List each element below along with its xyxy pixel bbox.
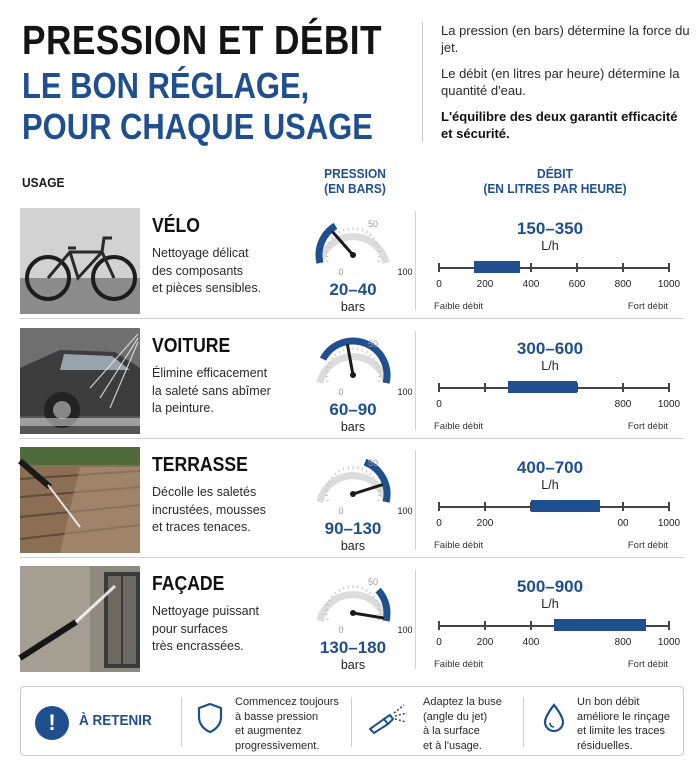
gauge-tick: [339, 589, 341, 592]
debit-scale: [434, 609, 681, 670]
gauge-tick: [339, 351, 341, 354]
usage-photo: [20, 447, 140, 553]
debit-range-bar: [508, 381, 577, 393]
usage-row: [20, 563, 684, 675]
header: [22, 18, 422, 146]
debit-scale-tick-label: 200: [476, 279, 494, 290]
debit-range: 150–350: [516, 219, 584, 238]
gauge-track: [320, 476, 386, 502]
debit-range: 400–700: [516, 458, 584, 477]
gauge-tick: [334, 473, 336, 475]
gauge-min-label: 0: [338, 387, 344, 397]
debit-scale-tick-label: 400: [522, 637, 540, 648]
debit-scale-tick: [484, 621, 486, 630]
tip-pression-line: Commencez toujours: [235, 696, 339, 708]
usage-description-line: Décolle les saletés: [152, 485, 257, 499]
gauge-tick: [331, 477, 333, 479]
tip-pression-line: progressivement.: [235, 739, 320, 752]
debit-scale-tick: [668, 621, 670, 630]
terrace-photo: [20, 447, 140, 553]
debit-scale-tick-label: 0: [436, 637, 442, 648]
gauge-tick: [357, 585, 358, 588]
debit-scale-tick: [668, 502, 670, 511]
gauge-tick: [377, 619, 380, 620]
gauge-mid-label: 50: [367, 339, 379, 349]
footer-divider: [523, 697, 524, 747]
debit-range: 300–600: [516, 339, 584, 358]
column-header-pression-line-2: (EN BARS): [324, 181, 386, 196]
debit-unit: L/h: [541, 359, 559, 373]
debit-range-bar: [531, 500, 600, 512]
intro-equilibre: L'équilibre des deux garantit efficacité et sécurité.: [441, 109, 678, 141]
debit-scale-tick: [484, 502, 486, 511]
gauge-tick: [331, 596, 333, 598]
gauge-tick: [373, 238, 375, 240]
water-drop-icon: [539, 701, 569, 735]
gauge-hub: [350, 372, 356, 378]
row-divider: [20, 438, 684, 439]
debit-scale-tick: [622, 502, 624, 511]
gauge-tick: [370, 592, 372, 594]
gauge-tick: [357, 466, 358, 469]
gauge-tick: [339, 470, 341, 473]
intro-debit: Le débit (en litres par heure) détermine la quantité d'eau.: [441, 66, 680, 98]
debit-scale-max-label: Fort débit: [627, 540, 668, 551]
usage-name: TERRASSE: [152, 454, 248, 476]
debit-scale: [434, 490, 681, 551]
usage-description-line: très encrassées.: [152, 639, 244, 653]
usage-name: VOITURE: [152, 335, 231, 357]
gauge-tick: [366, 231, 368, 234]
column-header-debit-line-1: DÉBIT: [537, 166, 573, 181]
pressure-range: 60–90: [329, 400, 377, 419]
gauge-hub: [350, 491, 356, 497]
usage-description: [152, 484, 292, 537]
debit-scale-axis: [438, 267, 668, 269]
usage-description-line: incrustées, mousses: [152, 502, 266, 517]
gauge-hub: [350, 252, 356, 258]
row-divider: [20, 557, 684, 558]
usage-description: [152, 365, 292, 418]
tip-pression: [235, 695, 345, 753]
gauge-mid-label: 50: [367, 458, 379, 468]
exclamation-icon: !: [35, 706, 69, 740]
page-subtitle-line-2: POUR CHAQUE USAGE: [22, 106, 373, 147]
tip-debit-line: résiduelles.: [577, 739, 633, 752]
header-divider: [422, 22, 423, 142]
column-header-debit-line-2: (EN LITRES PAR HEURE): [483, 181, 627, 196]
gauge-tick: [326, 500, 329, 501]
debit-scale-tick-label: 0: [436, 399, 442, 410]
tip-debit: [577, 695, 687, 753]
gauge-tick: [334, 354, 336, 356]
gauge-tick: [326, 381, 329, 382]
debit-scale-min-label: Faible débit: [434, 421, 484, 432]
gauge-tick: [348, 227, 349, 230]
usage-description: [152, 245, 292, 298]
usage-photo: [20, 328, 140, 434]
gauge-tick: [331, 238, 333, 240]
gauge-min-label: 0: [338, 625, 344, 635]
pressure-gauge: [307, 207, 413, 277]
pressure-range: 20–40: [329, 280, 377, 299]
usage-description-line: Nettoyage délicat: [152, 246, 249, 260]
pressure-gauge: [307, 565, 413, 635]
debit-scale-tick: [438, 263, 440, 272]
debit-scale-tick-label: 800: [614, 279, 632, 290]
tip-buse-line: à la surface: [423, 725, 480, 737]
gauge-tick: [357, 227, 358, 230]
gauge-tick: [362, 349, 363, 352]
debit-scale-tick: [438, 383, 440, 392]
debit-scale-tick-label: 800: [614, 637, 632, 648]
gauge-tick: [326, 619, 329, 620]
page-title: PRESSION ET DÉBIT: [22, 17, 382, 63]
tip-pression-line: à basse pression: [235, 710, 319, 723]
usage-row: [20, 444, 684, 556]
gauge-tick: [370, 354, 372, 356]
debit-scale-min-label: Faible débit: [434, 301, 484, 312]
debit-scale-min-label: Faible débit: [434, 540, 484, 551]
debit-unit: L/h: [541, 239, 559, 253]
intro-pression: La pression (en bars) détermine la force du jet.: [441, 23, 690, 55]
gauge-min-label: 0: [338, 267, 344, 277]
debit-scale-tick-label: 1000: [657, 279, 681, 290]
gauge-max-label: 100: [397, 387, 413, 397]
debit-scale-tick-label: 800: [614, 399, 632, 410]
column-header-pression-line-1: PRESSION: [324, 166, 386, 181]
debit-scale-tick: [622, 263, 624, 272]
usage-name: VÉLO: [152, 215, 200, 237]
gauge-tick: [348, 466, 349, 469]
column-header-debit: [477, 166, 633, 196]
gauge-max-label: 100: [397, 506, 413, 516]
debit-scale-tick-label: 200: [476, 637, 494, 648]
gauge-min-label: 0: [338, 506, 344, 516]
gauge-tick: [373, 358, 375, 360]
usage-photo: [20, 566, 140, 672]
usage-description-line: et pièces sensibles.: [152, 281, 262, 295]
gauge-mid-label: 50: [367, 219, 379, 229]
gauge-tick: [331, 358, 333, 360]
gauge-tick: [366, 351, 368, 354]
gauge-tick: [370, 234, 372, 236]
debit-scale-tick: [668, 263, 670, 272]
gauge-max-label: 100: [397, 625, 413, 635]
tip-buse-line: (angle du jet): [423, 710, 488, 723]
debit-scale-tick: [438, 621, 440, 630]
debit-unit: L/h: [541, 597, 559, 611]
debit-scale-tick: [530, 621, 532, 630]
footer-title: À RETENIR: [79, 712, 152, 729]
tip-debit-line: et limite les traces: [577, 725, 666, 737]
debit-unit: L/h: [541, 478, 559, 492]
debit-range-bar: [554, 619, 646, 631]
gauge-hub: [350, 610, 356, 616]
debit-range-bar: [474, 261, 520, 273]
gauge-tick: [366, 589, 368, 592]
usage-photo: [20, 208, 140, 314]
gauge-track: [320, 237, 386, 263]
tip-debit-line: améliore le rinçage: [577, 710, 670, 723]
gauge-tick: [343, 587, 344, 590]
gauge-needle: [353, 613, 383, 618]
gauge-mid-label: 50: [367, 577, 379, 587]
debit-scale: [434, 371, 681, 432]
debit-scale-tick-label: 0: [436, 518, 442, 529]
bike-photo: [20, 208, 140, 314]
gauge-tick: [377, 381, 380, 382]
debit-scale-tick-label: 1000: [657, 637, 681, 648]
row-divider: [20, 318, 684, 319]
footer-tips: [20, 686, 684, 756]
spray-nozzle-icon: [366, 701, 410, 735]
debit-scale-tick: [530, 263, 532, 272]
debit-scale-tick-label: 0: [436, 279, 442, 290]
debit-scale-tick-label: 1000: [657, 399, 681, 410]
gauge-tick: [362, 587, 363, 590]
debit-scale-min-label: Faible débit: [434, 659, 484, 670]
usage-description-line: la peinture.: [152, 401, 214, 415]
intro-text: [441, 22, 691, 151]
debit-scale-max-label: Fort débit: [627, 421, 668, 432]
pressure-unit: bars: [340, 420, 366, 434]
debit-scale-tick-label: 200: [476, 518, 494, 529]
pressure-unit: bars: [340, 300, 366, 314]
column-divider: [415, 331, 416, 431]
gauge-tick: [357, 347, 358, 350]
tip-debit-line: Un bon débit: [577, 696, 640, 708]
usage-name: FAÇADE: [152, 573, 225, 595]
footer-divider: [351, 697, 352, 747]
gauge-tick: [362, 468, 363, 471]
debit-range: 500–900: [516, 577, 584, 596]
pressure-unit: bars: [340, 658, 366, 672]
column-divider: [415, 569, 416, 669]
tip-buse-line: Adaptez la buse: [423, 696, 502, 708]
column-divider: [415, 211, 416, 311]
tip-pression-line: et augmentez: [235, 725, 302, 737]
gauge-tick: [343, 468, 344, 471]
debit-scale-tick-label: 600: [568, 279, 586, 290]
usage-description: [152, 603, 292, 656]
gauge-tick: [377, 261, 380, 262]
pressure-gauge: [307, 327, 413, 397]
tip-buse: [423, 695, 533, 753]
gauge-tick: [366, 470, 368, 473]
usage-description-line: Nettoyage puissant: [152, 604, 260, 618]
debit-scale-tick-label: 00: [617, 518, 629, 529]
column-header-pression: [314, 166, 397, 196]
gauge-tick: [373, 596, 375, 598]
usage-row: [20, 205, 684, 317]
usage-description-line: et traces tenaces.: [152, 520, 251, 534]
debit-scale-tick: [484, 383, 486, 392]
page-subtitle-line-1: LE BON RÉGLAGE,: [22, 65, 310, 106]
usage-description-line: Élimine efficacement: [152, 366, 268, 380]
gauge-max-label: 100: [397, 267, 413, 277]
gauge-tick: [370, 473, 372, 475]
debit-scale-tick-label: 1000: [657, 518, 681, 529]
facade-photo: [20, 566, 140, 672]
pressure-range: 130–180: [319, 638, 387, 657]
pressure-unit: bars: [340, 539, 366, 553]
gauge-tick: [348, 585, 349, 588]
gauge-tick: [362, 229, 363, 232]
debit-scale-tick: [576, 263, 578, 272]
column-header-usage: USAGE: [22, 175, 65, 190]
gauge-tick: [339, 231, 341, 234]
usage-row: [20, 325, 684, 437]
gauge-tick: [326, 261, 329, 262]
usage-description-line: la saleté sans abîmer: [152, 383, 271, 398]
debit-scale-max-label: Fort débit: [627, 301, 668, 312]
shield-icon: [195, 701, 225, 735]
car-photo: [20, 328, 140, 434]
debit-scale-tick: [668, 383, 670, 392]
pressure-range: 90–130: [324, 519, 382, 538]
gauge-tick: [373, 477, 375, 479]
gauge-tick: [377, 500, 380, 501]
tip-buse-line: et à l'usage.: [423, 739, 482, 752]
usage-description-line: pour surfaces: [152, 621, 228, 636]
gauge-tick: [334, 592, 336, 594]
debit-scale: [434, 251, 681, 312]
debit-scale-tick-label: 400: [522, 279, 540, 290]
debit-scale-max-label: Fort débit: [627, 659, 668, 670]
gauge-tick: [343, 349, 344, 352]
footer-divider: [181, 697, 182, 747]
column-divider: [415, 450, 416, 550]
debit-scale-tick: [622, 383, 624, 392]
pressure-gauge: [307, 446, 413, 516]
debit-scale-tick: [438, 502, 440, 511]
usage-description-line: des composants: [152, 263, 244, 278]
gauge-tick: [343, 229, 344, 232]
